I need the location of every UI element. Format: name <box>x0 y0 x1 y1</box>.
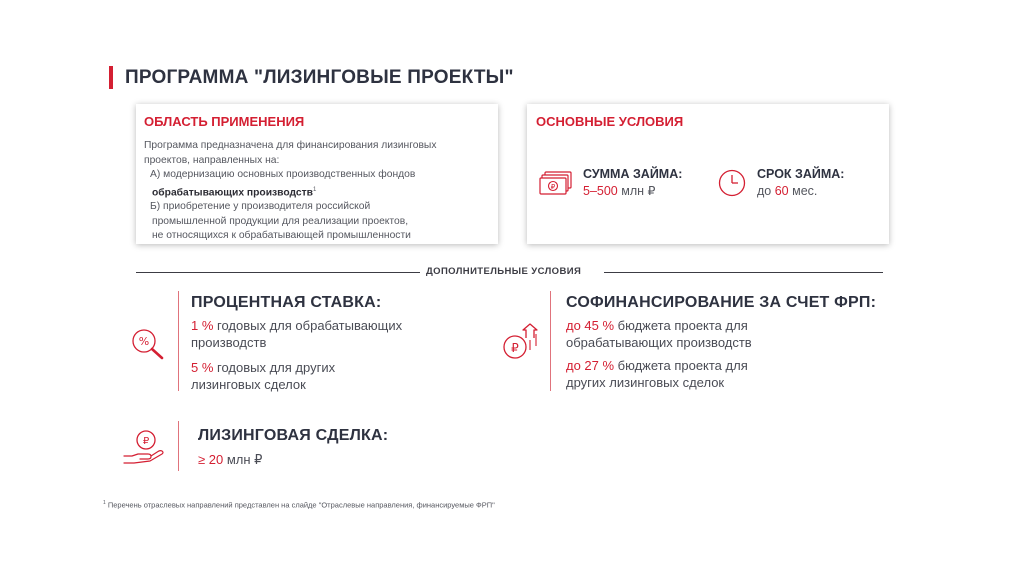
scope-intro-line1: Программа предназначена для финансирования лизинговых <box>144 140 437 151</box>
hand-coin-icon <box>122 428 166 466</box>
svg-text:₽: ₽ <box>142 436 150 447</box>
interest-rate2-text1: годовых для других <box>213 360 336 375</box>
footnote <box>103 500 495 510</box>
cofinancing-vertical-line <box>550 291 551 391</box>
cofinancing-item1-text2: обрабатывающих производств <box>566 334 752 350</box>
scope-intro-line2: проектов, направленных на: <box>144 154 280 166</box>
additional-conditions-label: ДОПОЛНИТЕЛЬНЫЕ УСЛОВИЯ <box>426 266 582 277</box>
clock-icon <box>717 168 747 198</box>
footnote-ref: 1 <box>313 186 317 193</box>
scope-item-a-bold: обрабатывающих производств <box>152 186 314 198</box>
scope-body <box>144 139 494 244</box>
scope-heading: ОБЛАСТЬ ПРИМЕНЕНИЯ <box>144 114 305 129</box>
interest-rate1-text2: производств <box>191 334 267 350</box>
cofinancing-item1-text1: бюджета проекта для <box>614 318 748 333</box>
title-block <box>109 66 514 89</box>
cofinancing-item1 <box>566 318 752 351</box>
cofinancing-item2-value: до 27 % <box>566 358 615 373</box>
svg-text:₽: ₽ <box>550 183 556 191</box>
page-title: ПРОГРАММА "ЛИЗИНГОВЫЕ ПРОЕКТЫ" <box>125 66 514 88</box>
interest-vertical-line <box>178 291 179 391</box>
loan-amount-value: 5–500 <box>583 184 618 198</box>
percent-magnifier-icon <box>128 326 168 362</box>
cofinancing-item2 <box>566 358 748 391</box>
cofinancing-item1-value: до 45 % <box>566 318 615 333</box>
scope-item-b-line3: не относящихся к обрабатывающей промышленности <box>152 230 411 242</box>
interest-rate2-value: 5 % <box>191 360 214 375</box>
scope-item-b-line1: Б) приобретение у производителя российской <box>150 201 371 213</box>
footnote-text: Перечень отраслевых направлений представлен на слайде "Отраслевые направления, финансируемые ФРП" <box>105 500 495 510</box>
interest-title: ПРОЦЕНТНАЯ СТАВКА: <box>191 294 382 311</box>
divider-line-right <box>604 272 883 273</box>
divider-line-left <box>136 272 420 273</box>
title-accent-bar <box>109 66 113 89</box>
footnote-number: 1 <box>103 500 106 506</box>
leasing-deal-value-line <box>198 452 262 469</box>
scope-item-a-line2 <box>144 183 494 201</box>
loan-term-block <box>717 166 844 200</box>
interest-rate1 <box>191 318 402 351</box>
loan-amount-label: СУММА ЗАЙМА: <box>583 167 683 181</box>
leasing-deal-vertical-line <box>178 421 179 471</box>
main-conditions-heading: ОСНОВНЫЕ УСЛОВИЯ <box>536 114 684 129</box>
interest-rate1-value: 1 % <box>191 318 214 333</box>
leasing-deal-value: ≥ 20 <box>198 452 224 467</box>
interest-rate1-text1: годовых для обрабатывающих <box>213 318 403 333</box>
interest-rate2-text2: лизинговых сделок <box>191 376 306 392</box>
loan-term-prefix: до <box>757 184 775 198</box>
scope-item-b-line2: промышленной продукции для реализации проектов, <box>152 215 409 227</box>
cofinancing-item2-text2: других лизинговых сделок <box>566 374 725 390</box>
main-conditions-card <box>527 104 889 244</box>
loan-term-label: СРОК ЗАЙМА: <box>757 167 845 181</box>
scope-card <box>136 104 498 244</box>
leasing-deal-title: ЛИЗИНГОВАЯ СДЕЛКА: <box>198 427 389 444</box>
cofinancing-item2-text1: бюджета проекта для <box>614 358 748 373</box>
loan-term-value: 60 <box>774 184 789 198</box>
cofinancing-title: СОФИНАНСИРОВАНИЕ ЗА СЧЕТ ФРП: <box>566 294 877 311</box>
loan-term-unit: мес. <box>788 184 818 198</box>
loan-amount-block <box>539 166 682 200</box>
ruble-growth-icon <box>500 322 544 362</box>
banknotes-icon <box>539 171 573 195</box>
loan-term-value-line <box>757 182 844 200</box>
interest-rate2 <box>191 360 335 393</box>
svg-text:%: % <box>138 335 150 348</box>
loan-amount-unit: млн ₽ <box>617 184 656 198</box>
loan-amount-value-line <box>583 182 682 200</box>
scope-item-a-line1: А) модернизацию основных производственных фондов <box>150 169 416 180</box>
svg-text:₽: ₽ <box>511 341 519 355</box>
leasing-deal-unit: млн ₽ <box>223 452 263 467</box>
